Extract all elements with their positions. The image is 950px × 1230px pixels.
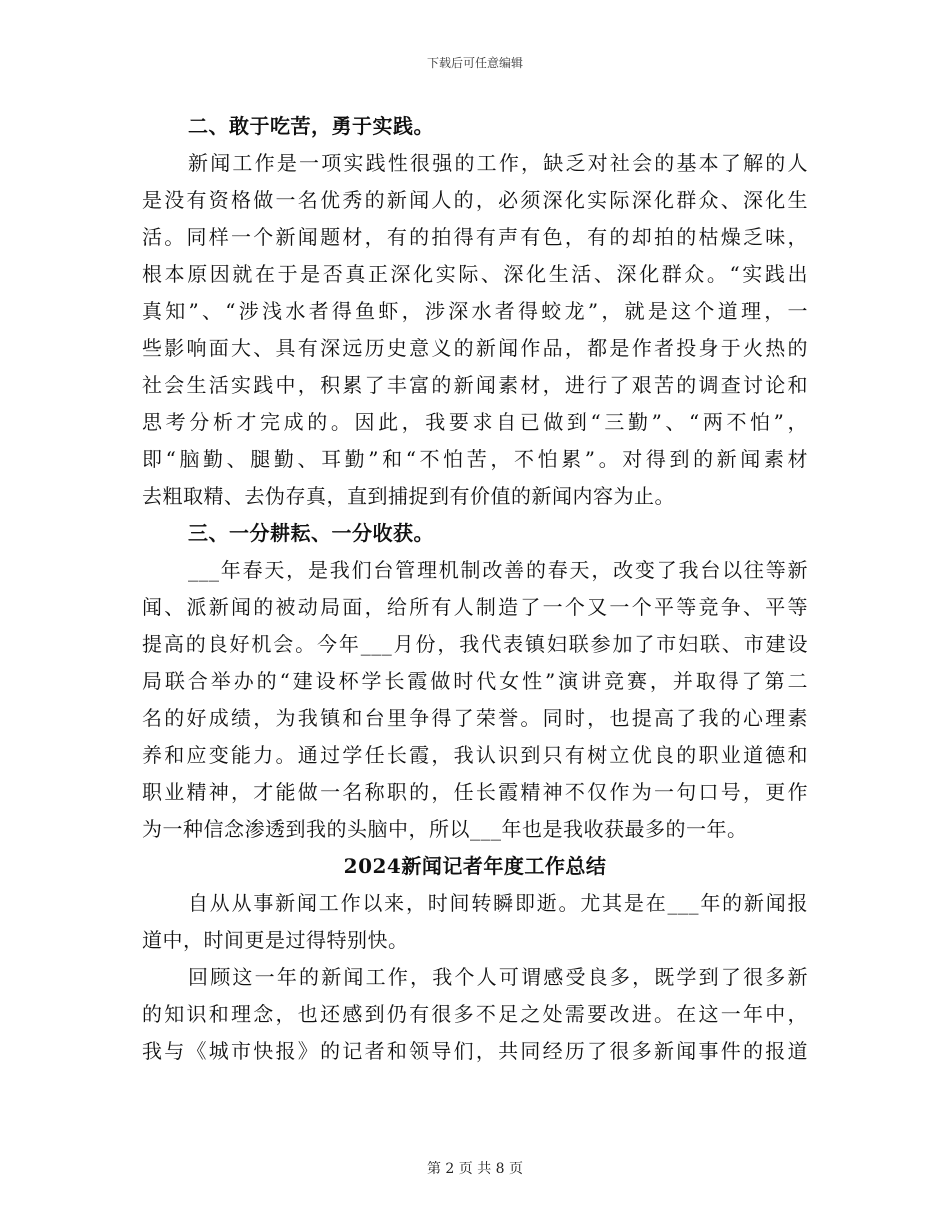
paragraph-line: 自从从事新闻工作以来，时间转瞬即逝。尤其是在___年的新闻报: [188, 891, 808, 915]
paragraph-line: 道中，时间更是过得特别快。: [142, 928, 409, 952]
paragraph-line: ___年春天，是我们台管理机制改善的春天，改变了我台以往等新: [188, 558, 808, 582]
paragraph-line: 社会生活实践中，积累了丰富的新闻素材，进行了艰苦的调查讨论和: [142, 373, 808, 397]
paragraph-line: 养和应变能力。通过学任长霞，我认识到只有树立优良的职业道德和: [142, 743, 808, 767]
paragraph-line: 为一种信念渗透到我的头脑中，所以___年也是我收获最多的一年。: [142, 817, 748, 841]
document-body: [142, 108, 808, 1070]
section-heading-3: 三、一分耕耘、一分收获。: [188, 521, 434, 545]
paragraph-line: 思考分析才完成的。因此，我要求自已做到“三勤”、“两不怕”，: [142, 410, 808, 434]
paragraph-line: 活。同样一个新闻题材，有的拍得有声有色，有的却拍的枯燥乏味，: [142, 225, 808, 249]
section-heading-2: 二、敢于吃苦，勇于实践。: [188, 114, 434, 138]
paragraph-line: 是没有资格做一名优秀的新闻人的，必须深化实际深化群众、深化生: [142, 188, 808, 212]
paragraph-line: 局联合举办的“建设杯学长霞做时代女性”演讲竞赛，并取得了第二: [142, 669, 808, 693]
page-header: 下载后可任意编辑: [426, 56, 523, 70]
paragraph-line: 职业精神，才能做一名称职的，任长霞精神不仅作为一句口号，更作: [142, 780, 808, 804]
paragraph-line: 些影响面大、具有深远历史意义的新闻作品，都是作者投身于火热的: [142, 336, 808, 360]
paragraph-line: 即“脑勤、腿勤、耳勤”和“不怕苦，不怕累”。对得到的新闻素材: [142, 447, 808, 471]
paragraph-line: 我与《城市快报》的记者和领导们，共同经历了很多新闻事件的报道: [142, 1039, 808, 1063]
paragraph-line: 闻、派新闻的被动局面，给所有人制造了一个又一个平等竞争、平等: [142, 595, 808, 619]
paragraph-line: 提高的良好机会。今年___月份，我代表镇妇联参加了市妇联、市建设: [142, 632, 808, 656]
paragraph-line: 名的好成绩，为我镇和台里争得了荣誉。同时，也提高了我的心理素: [142, 706, 808, 730]
paragraph-line: 真知”、“涉浅水者得鱼虾，涉深水者得蛟龙”，就是这个道理，一: [142, 299, 808, 323]
paragraph-line: 根本原因就在于是否真正深化实际、深化生活、深化群众。“实践出: [142, 262, 808, 286]
paragraph-line: 去粗取精、去伪存真，直到捕捉到有价值的新闻内容为止。: [142, 484, 675, 508]
page-footer: 第 2 页 共 8 页: [426, 1161, 524, 1177]
document-title: 2024新闻记者年度工作总结: [343, 854, 607, 878]
paragraph-line: 回顾这一年的新闻工作，我个人可谓感受良多，既学到了很多新: [188, 965, 808, 989]
paragraph-line: 的知识和理念，也还感到仍有很多不足之处需要改进。在这一年中，: [142, 1002, 808, 1026]
paragraph-line: 新闻工作是一项实践性很强的工作，缺乏对社会的基本了解的人: [188, 151, 808, 175]
